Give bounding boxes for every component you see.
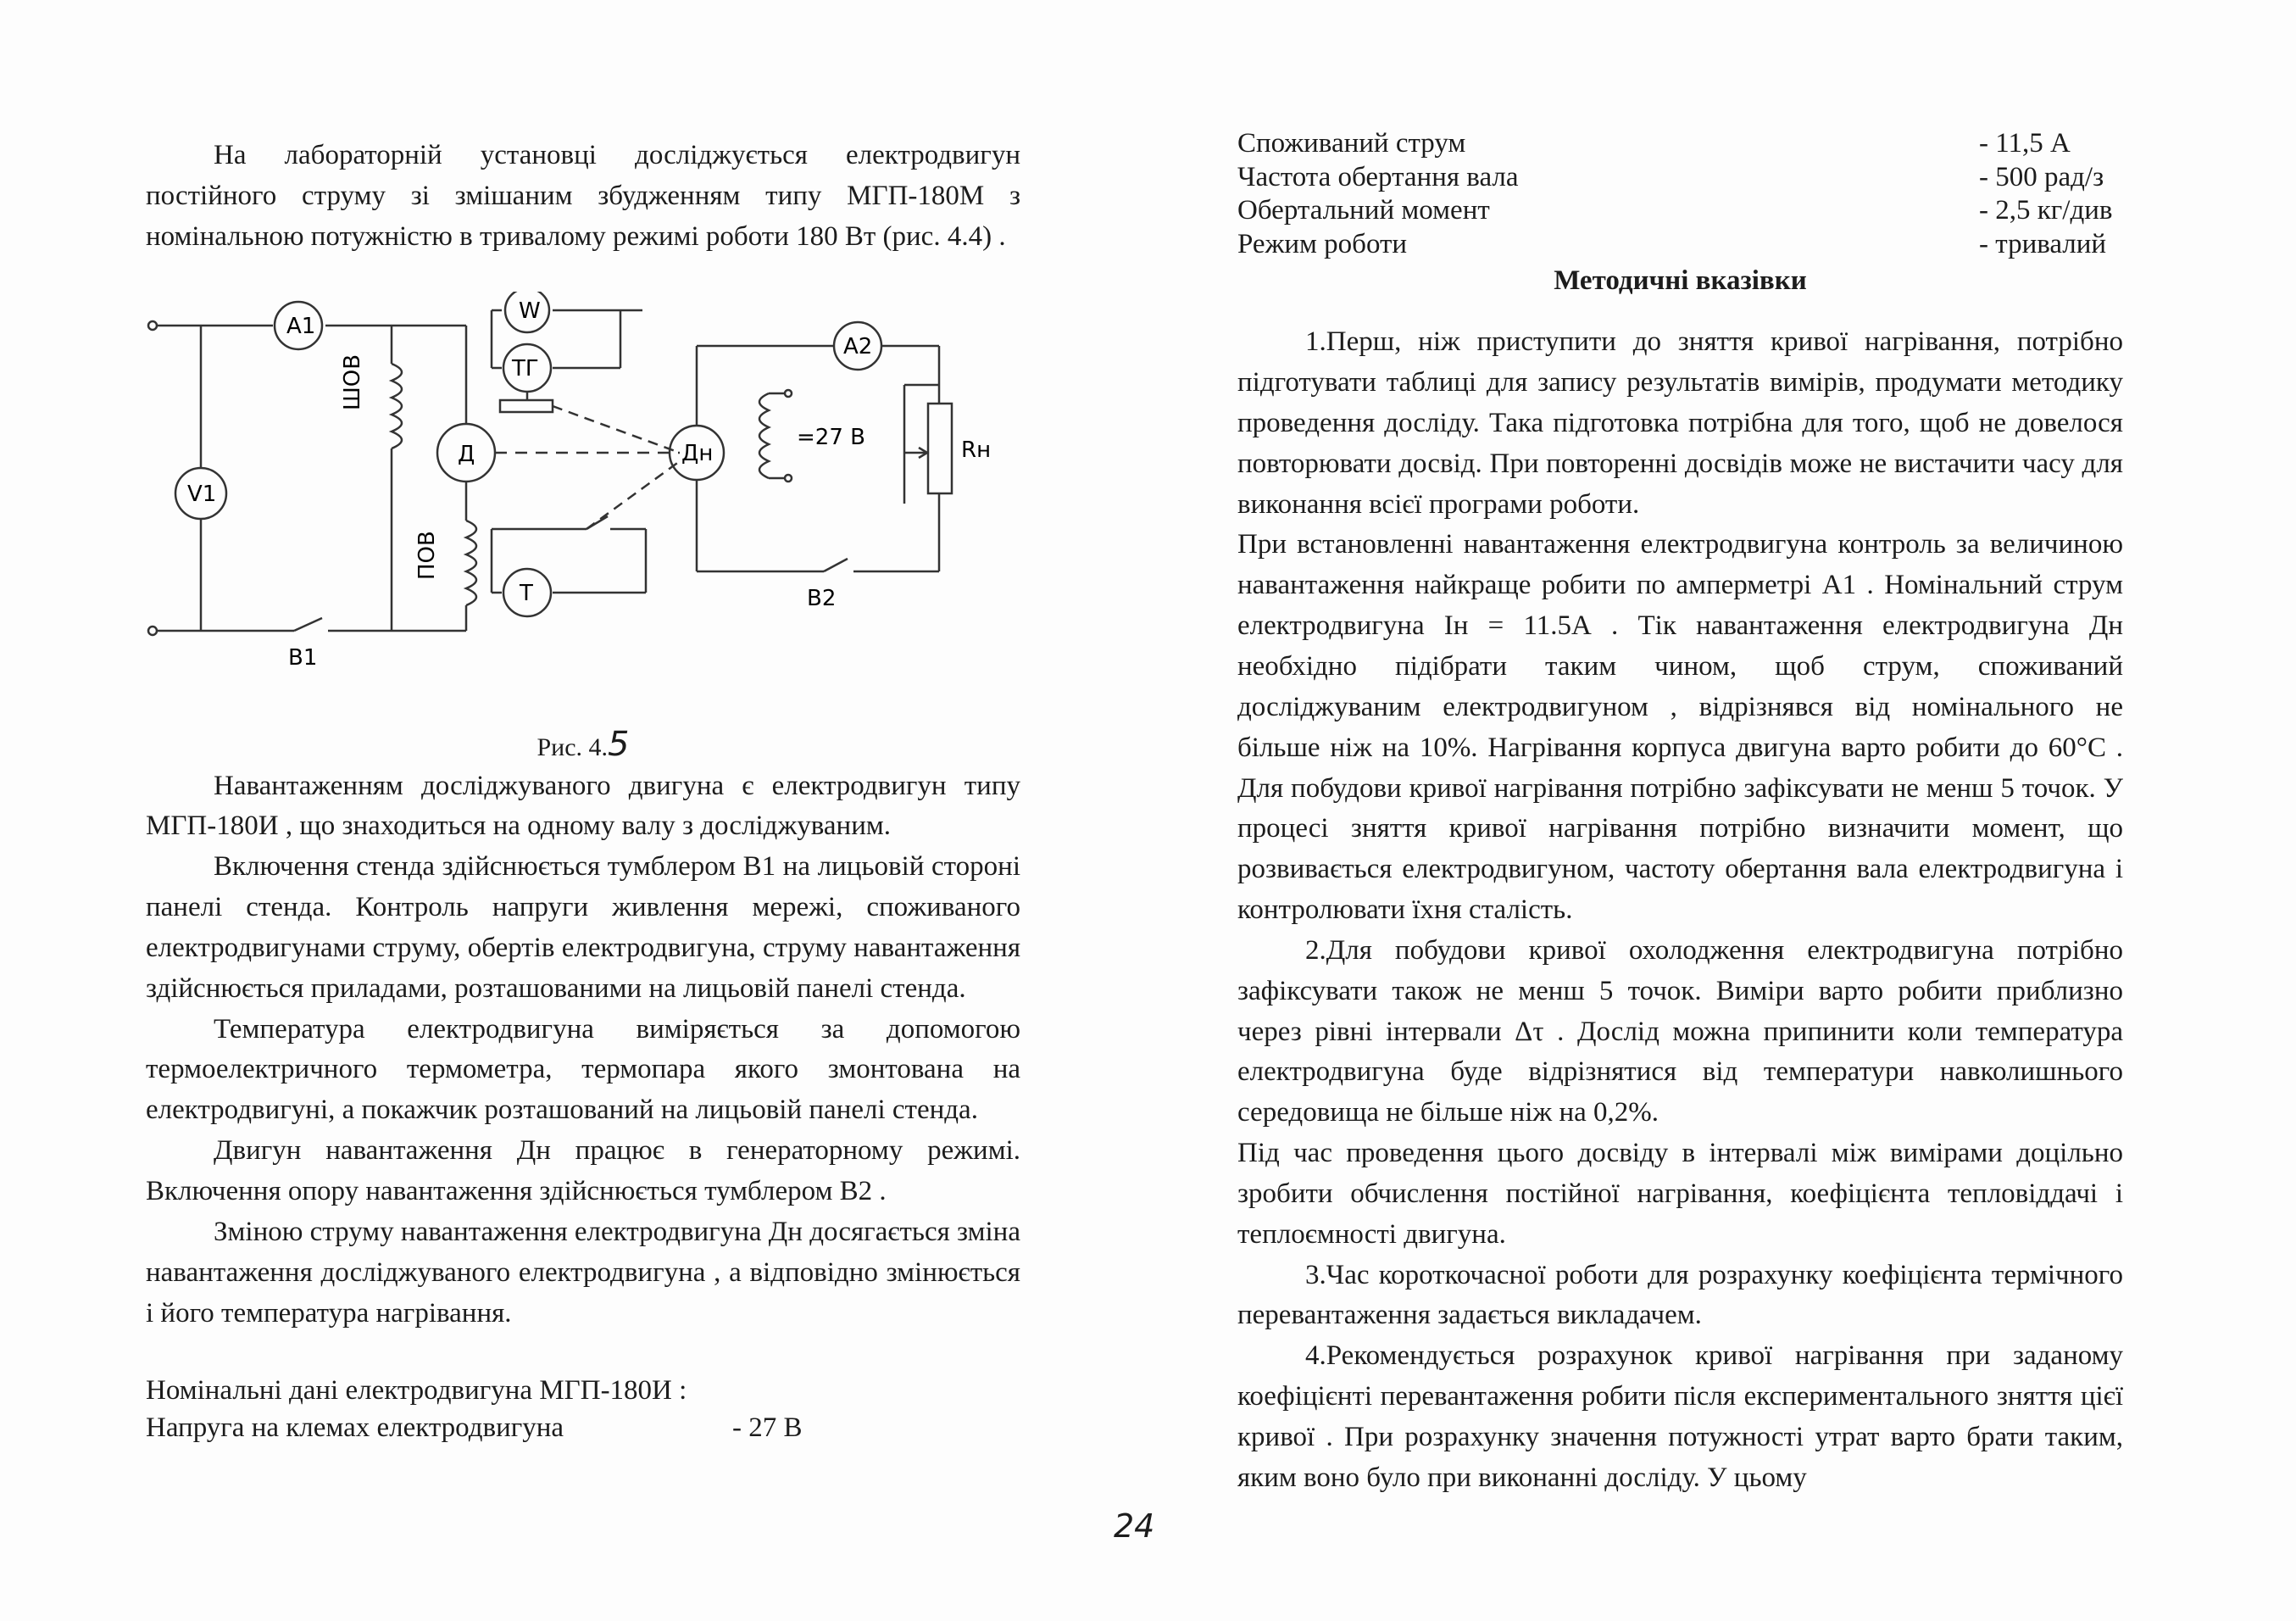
right-paragraph: 4.Рекомендується розрахунок кривої нагрівання при заданому коефіцієнті перевантаження робити після експериментального зняття цієї кривої . При розрахунку значення потужності утрат варто брати таким, яким воно було при виконанні досліду. У цьому xyxy=(1237,1340,2123,1493)
rated-data-block xyxy=(146,1371,1020,1445)
intro-paragraph: На лабораторній установці досліджується електродвигун постійного струму зі змішаним збудженням типу МГП-180М з номінальною потужністю в тривалому режимі роботи 180 Вт (рис. 4.4) . xyxy=(146,140,1020,252)
page-number: 24 xyxy=(1114,1507,1155,1545)
circuit-figure xyxy=(146,292,1020,766)
label-b1: В1 xyxy=(288,644,318,671)
label-w: W xyxy=(519,298,541,324)
label-rn: Rн xyxy=(961,437,992,463)
spec-row xyxy=(1237,228,2123,262)
label-d: Д xyxy=(458,441,475,467)
section-heading: Методичні вказівки xyxy=(1554,265,1807,297)
spec-value: - 500 рад/з xyxy=(1979,161,2104,192)
spec-value: - 2,5 кг/див xyxy=(1979,195,2113,226)
rated-data-title: Номінальні дані електродвигуна МГП-180И : xyxy=(146,1375,687,1407)
right-paragraph: 3.Час короткочасної роботи для розрахунку коефіцієнта термічного перевантаження задається викладачем. xyxy=(1237,1259,2123,1331)
spec-row xyxy=(1237,194,2123,228)
caption-prefix: Рис. 4. xyxy=(536,733,609,761)
spec-label: Режим роботи xyxy=(1237,228,1408,259)
spec-row xyxy=(1237,127,2123,161)
right-paragraph: Під час проведення цього досвіду в інтервалі між вимірами доцільно зробити обчислення постійної нагрівання, коефіцієнта тепловіддачі і теплоємності двигуна. xyxy=(1237,1138,2123,1250)
right-paragraph: 1.Перш, ніж приступити до зняття кривої нагрівання, потрібно підготувати таблиці для запису результатів вимірів, продумати методику проведення досліду. Така підготовка потрібна для того, щоб не довелося повторювати досвід. При повторенні досвідів може не вистачити часу для виконання всієї програми роботи. xyxy=(1237,326,2123,520)
label-a1: A1 xyxy=(286,313,316,339)
spec-value: - 11,5 А xyxy=(1979,128,2071,159)
spec-label: Споживаний струм xyxy=(1237,128,1466,159)
spec-value: - 27 В xyxy=(732,1412,803,1444)
label-t: Т xyxy=(520,580,533,606)
spec-row xyxy=(1237,161,2123,195)
label-shov: ШОВ xyxy=(340,354,365,410)
left-paragraph: Температура електродвигуна виміряється за допомогою термоелектричного термометра, термопара якого змонтована на електродвигуні, а покажчик розташований на лицьовій панелі стенда. xyxy=(146,1013,1020,1126)
label-tg: ТГ xyxy=(512,355,539,382)
spec-label: Напруга на клемах електродвигуна xyxy=(146,1412,564,1444)
left-paragraph: Зміною струму навантаження електродвигуна Дн досягається зміна навантаження досліджуваного електродвигуна , а відповідно змінюється і його температура нагрівання. xyxy=(146,1216,1020,1329)
right-paragraph: 2.Для побудови кривої охолодження електродвигуна потрібно зафіксувати також не менш 5 точок. Виміри варто робити приблизно через рівні інтервали Δτ . Дослід можна припинити коли температура електродвигуна буде відрізнятися від температури навколишнього середовища не більше ніж на 0,2%. xyxy=(1237,934,2123,1128)
circuit-labels xyxy=(146,292,1020,716)
left-paragraph: Двигун навантаження Дн працює в генераторному режимі. Включення опору навантаження здійснюється тумблером В2 . xyxy=(146,1135,1020,1206)
label-b2: В2 xyxy=(807,585,837,611)
right-column xyxy=(1237,127,2123,1499)
left-paragraph: Включення стенда здійснюється тумблером В1 на лицьовій стороні панелі стенда. Контроль напруги живлення мережі, споживаного електродвигунами струму, обертів електродвигуна, струму навантаження здійснюється приладами, розташованими на лицьовій панелі стенда. xyxy=(146,851,1020,1004)
right-paragraph: При встановленні навантаження електродвигуна контроль за величиною навантаження найкраще робити по амперметрі А1 . Номінальний струм електродвигуна Iн = 11.5А . Тік навантаження електродвигуна Дн необхідно підібрати таким чином, щоб струм, споживаний досліджуваним електродвигуном , відрізнявся від номінального не більше ніж на 10%. Нагрівання корпуса двигуна варто робити до 60°С . Для побудови кривої нагрівання потрібно зафіксувати не менш 5 точок. У процесі зняття кривої нагрівання потрібно визначити момент, що розвивається електродвигуном, частоту обертання вала електродвигуна і контролювати їхня сталість. xyxy=(1237,529,2123,926)
spec-label: Обертальний момент xyxy=(1237,195,1490,226)
spec-value: - тривалий xyxy=(1979,228,2107,259)
label-a2: A2 xyxy=(843,333,873,359)
figure-caption xyxy=(146,720,1020,769)
left-column xyxy=(146,136,1020,1446)
spec-row xyxy=(146,1412,1020,1446)
spec-label: Частота обертання вала xyxy=(1237,161,1519,192)
caption-number: 5 xyxy=(608,724,630,764)
label-pov: ПОВ xyxy=(414,530,440,580)
label-v1: V1 xyxy=(187,481,217,507)
left-paragraph: Навантаженням досліджуваного двигуна є електродвигун типу МГП-180И , що знаходиться на одному валу з досліджуваним. xyxy=(146,770,1020,842)
label-dn: Дн xyxy=(681,440,714,466)
label-supply: =27 В xyxy=(797,424,865,450)
